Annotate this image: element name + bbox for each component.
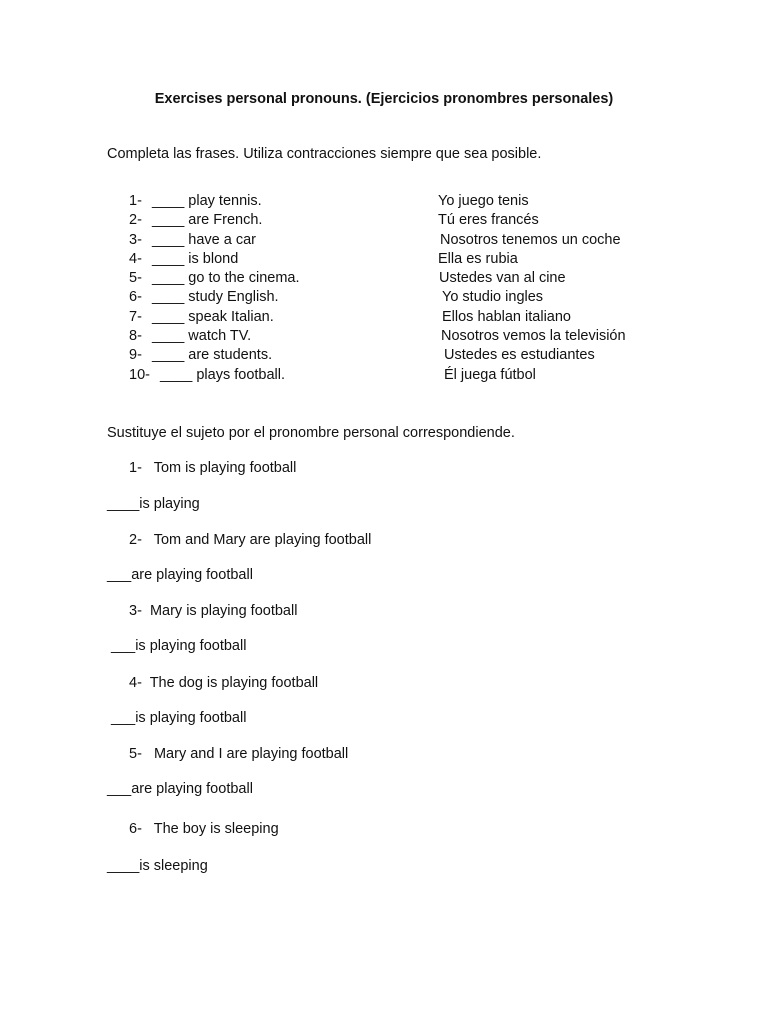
substitution-answer-line: ___is playing football bbox=[111, 638, 247, 654]
exercise-number: 8- bbox=[129, 328, 142, 345]
substitution-sentence: 4- The dog is playing football bbox=[129, 675, 319, 691]
exercise-english: ____ are students. bbox=[152, 347, 273, 364]
substitution-sentence: 2- Tom and Mary are playing football bbox=[129, 532, 372, 548]
substitution-answer-line: ___are playing football bbox=[107, 567, 253, 583]
exercise-number: 2- bbox=[129, 212, 142, 229]
exercise-spanish: Ellos hablan italiano bbox=[442, 308, 571, 325]
section2-instruction: Sustituye el sujeto por el pronombre personal correspondiende. bbox=[107, 425, 515, 441]
exercise-row bbox=[0, 211, 768, 230]
exercise-spanish: Yo studio ingles bbox=[442, 289, 544, 306]
exercise-number: 10- bbox=[129, 366, 150, 383]
substitution-answer-line: ____is sleeping bbox=[107, 858, 208, 874]
exercise-row bbox=[0, 288, 768, 307]
exercise-english: ____ go to the cinema. bbox=[152, 270, 300, 287]
exercise-number: 6- bbox=[129, 289, 142, 306]
exercise-row bbox=[0, 327, 768, 346]
substitution-sentence: 5- Mary and I are playing football bbox=[129, 746, 349, 762]
exercise-number: 3- bbox=[129, 231, 142, 248]
exercise-spanish: Ustedes van al cine bbox=[439, 270, 566, 287]
exercise-english: ____ is blond bbox=[152, 250, 239, 267]
exercise-spanish: Él juega fútbol bbox=[444, 366, 536, 383]
page-title: Exercises personal pronouns. (Ejercicios pronombres personales) bbox=[154, 91, 614, 107]
substitution-answer-line: ___are playing football bbox=[107, 781, 253, 797]
substitution-answer-line: ____is playing bbox=[107, 496, 200, 512]
exercise-english: ____ study English. bbox=[152, 289, 279, 306]
substitution-answer-line: ___is playing football bbox=[111, 710, 247, 726]
substitution-sentence: 6- The boy is sleeping bbox=[129, 821, 279, 837]
exercise-number: 1- bbox=[129, 193, 142, 209]
exercise-number: 7- bbox=[129, 308, 142, 325]
exercise-number: 4- bbox=[129, 250, 142, 267]
exercise-english: ____ speak Italian. bbox=[152, 308, 274, 325]
exercise-spanish: Tú eres francés bbox=[438, 212, 539, 229]
exercise-list bbox=[0, 192, 768, 385]
section1-instruction: Completa las frases. Utiliza contracciones siempre que sea posible. bbox=[107, 146, 542, 162]
exercise-english: ____ are French. bbox=[152, 212, 263, 229]
exercise-spanish: Ella es rubia bbox=[438, 250, 518, 267]
exercise-row bbox=[0, 192, 768, 211]
exercise-spanish: Ustedes es estudiantes bbox=[444, 347, 595, 364]
exercise-english: ____ play tennis. bbox=[152, 193, 262, 209]
exercise-row bbox=[0, 231, 768, 250]
exercise-english: ____ plays football. bbox=[152, 366, 286, 383]
exercise-row bbox=[0, 366, 768, 385]
exercise-row bbox=[0, 308, 768, 327]
exercise-spanish: Yo juego tenis bbox=[438, 193, 529, 209]
exercise-row bbox=[0, 269, 768, 288]
substitution-sentence: 3- Mary is playing football bbox=[129, 603, 298, 619]
exercise-english: ____ have a car bbox=[152, 231, 256, 248]
substitution-sentence: 1- Tom is playing football bbox=[129, 460, 297, 476]
exercise-number: 5- bbox=[129, 270, 142, 287]
exercise-row bbox=[0, 250, 768, 269]
exercise-number: 9- bbox=[129, 347, 142, 364]
exercise-spanish: Nosotros tenemos un coche bbox=[440, 231, 621, 248]
exercise-row bbox=[0, 346, 768, 365]
exercise-english: ____ watch TV. bbox=[152, 328, 252, 345]
exercise-spanish: Nosotros vemos la televisión bbox=[441, 328, 626, 345]
